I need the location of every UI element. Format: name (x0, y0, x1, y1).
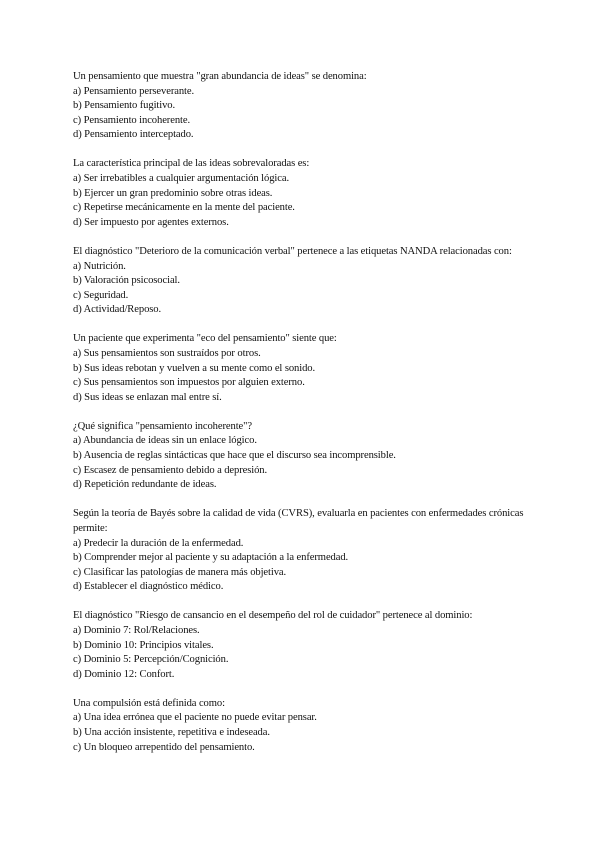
answer-option: d) Sus ideas se enlazan mal entre sí. (73, 391, 222, 403)
answer-option: a) Dominio 7: Rol/Relaciones. (73, 625, 200, 636)
answer-option: c) Clasificar las patologías de manera más objetiva. (73, 566, 287, 578)
answer-option: a) Nutrición. (73, 260, 126, 272)
question-8 (73, 697, 540, 755)
answer-option: c) Seguridad. (73, 289, 129, 301)
question-4 (73, 332, 540, 405)
answer-option: b) Ejercer un gran predominio sobre otras ideas. (73, 187, 273, 199)
question-stem: El diagnóstico "Riesgo de cansancio en el desempeño del rol de cuidador" pertenece al dominio: (73, 610, 473, 622)
answer-option: c) Repetirse mecánicamente en la mente del paciente. (73, 202, 295, 214)
answer-option: b) Una acción insistente, repetitiva e indeseada. (73, 727, 270, 739)
question-6 (73, 507, 540, 595)
answer-option: d) Repetición redundante de ideas. (73, 479, 217, 491)
answer-option: d) Ser impuesto por agentes externos. (73, 216, 229, 228)
answer-option: c) Dominio 5: Percepción/Cognición. (73, 654, 229, 666)
answer-option: a) Ser irrebatibles a cualquier argumentación lógica. (73, 173, 289, 185)
question-7 (73, 609, 540, 682)
answer-option: c) Pensamiento incoherente. (73, 114, 191, 126)
answer-option: b) Valoración psicosocial. (73, 275, 180, 287)
answer-option: d) Dominio 12: Confort. (73, 668, 175, 680)
answer-option: c) Un bloqueo arrepentido del pensamiento. (73, 741, 255, 753)
question-2 (73, 157, 540, 230)
question-3 (73, 245, 540, 318)
answer-option: a) Predecir la duración de la enfermedad. (73, 537, 244, 549)
answer-option: b) Ausencia de reglas sintácticas que hace que el discurso sea incomprensible. (73, 450, 396, 462)
question-5 (73, 420, 540, 493)
answer-option: a) Pensamiento perseverante. (73, 85, 195, 97)
question-stem: Un paciente que experimenta "eco del pensamiento" siente que: (73, 333, 337, 345)
question-stem: Un pensamiento que muestra "gran abundancia de ideas" se denomina: (73, 71, 367, 82)
question-stem: Según la teoría de Bayés sobre la calidad de vida (CVRS), evaluarla en pacientes con enfermedades crónicas permite: (73, 508, 524, 534)
answer-option: b) Comprender mejor al paciente y su adaptación a la enfermedad. (73, 552, 349, 564)
answer-option: a) Una idea errónea que el paciente no puede evitar pensar. (73, 712, 317, 724)
question-stem: El diagnóstico "Deterioro de la comunicación verbal" pertenece a las etiquetas NANDA relacionadas con: (73, 245, 512, 257)
answer-option: d) Actividad/Reposo. (73, 304, 162, 316)
answer-option: b) Dominio 10: Principios vitales. (73, 639, 214, 651)
answer-option: b) Sus ideas rebotan y vuelven a su mente como el sonido. (73, 362, 316, 374)
answer-option: d) Establecer el diagnóstico médico. (73, 581, 224, 593)
answer-option: c) Escasez de pensamiento debido a depresión. (73, 464, 268, 476)
answer-option: c) Sus pensamientos son impuestos por alguien externo. (73, 377, 305, 389)
answer-option: a) Abundancia de ideas sin un enlace lógico. (73, 435, 257, 447)
answer-option: a) Sus pensamientos son sustraídos por otros. (73, 348, 261, 359)
question-stem: Una compulsión está definida como: (73, 697, 225, 709)
question-1 (73, 70, 540, 143)
question-stem: La característica principal de las ideas sobrevaloradas es: (73, 158, 310, 170)
answer-option: d) Pensamiento interceptado. (73, 129, 194, 141)
question-stem: ¿Qué significa "pensamiento incoherente"? (73, 420, 252, 432)
answer-option: b) Pensamiento fugitivo. (73, 100, 176, 112)
